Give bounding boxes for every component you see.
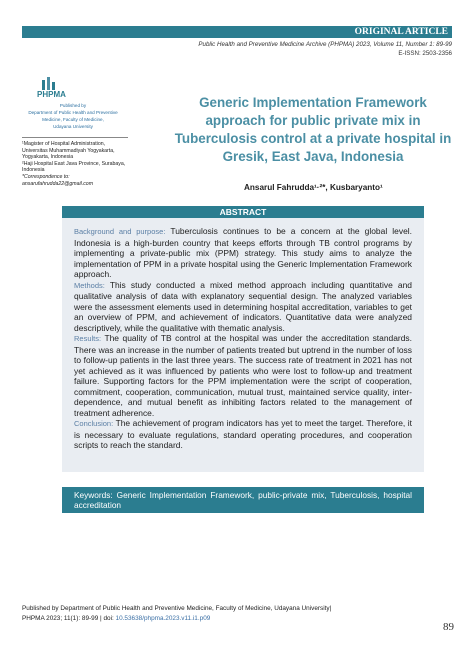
journal-issn: E-ISSN: 2503-2356	[398, 50, 452, 57]
article-type-banner	[22, 26, 452, 38]
abstract-methods	[74, 280, 412, 334]
affiliation-line: Indonesia	[22, 167, 45, 174]
background-text: Tuberculosis continues to be a concern at the global level. Indonesia is a high-burden country that keeps efforts through TB control programs by implementing a private-public mix (PPM) strategy. This study aims to analyze the implementation of PPM in a private hospital using the Generic Implementation Framework approach.	[74, 226, 412, 279]
logo-wordmark: PHPMA	[37, 90, 66, 99]
journal-info	[22, 40, 452, 58]
publisher-line: Published by	[59, 103, 87, 108]
abstract-conclusion	[74, 418, 412, 451]
footer-publisher: Published by Department of Public Health and Preventive Medicine, Faculty of Medicine, Udayana University|	[22, 605, 332, 612]
abstract-heading: ABSTRACT	[62, 206, 424, 218]
article-type-label: ORIGINAL ARTICLE	[354, 27, 448, 37]
affiliation-line: Universitas Muhammadiyah Yogyakarta,	[22, 147, 115, 154]
abstract-background	[74, 226, 412, 280]
authors: Ansarul Fahrudda¹·²*, Kusbaryanto¹	[244, 183, 383, 192]
results-label: Results:	[74, 334, 102, 343]
article-title: Generic Implementation Framework approach for public private mix in Tuberculosis control at a private hospital in Gresik, East Java, Indonesia	[174, 95, 452, 164]
publisher-line: Department of Public Health and Preventive	[28, 110, 118, 115]
publisher-line: Udayana University	[53, 124, 93, 129]
doi-link[interactable]: 10.53638/phpma.2023.v11.i1.p09	[115, 614, 211, 622]
conclusion-label: Conclusion:	[74, 419, 114, 428]
abstract-body	[62, 218, 424, 472]
results-text: The quality of TB control at the hospital was under the accreditation standards. There was an increase in the number of patients treated but uptrend in the number of loss to follow-up patients in the last three years. The success rate of treatment in 2021 has not yet achieved as it was influenced by patients who were lost to follow-up and treatment failure. Supporting factors for the PPM implementation were the script of cooperation, commitment, cooperation, communication, mutual trust, maintained service quality, inter-dependence, and mutual benefit as inhibiting factors related to the management of treatment adherence.	[74, 333, 412, 418]
publisher-block	[22, 102, 124, 130]
keywords-text: Keywords: Generic Implementation Framework, public-private mix, Tuberculosis, hospital accreditation	[74, 490, 412, 510]
page-footer	[22, 604, 452, 623]
affiliation-line: Yogyakarta, Indonesia	[22, 154, 74, 161]
footer-citation-prefix: PHPMA 2023; 11(1): 89-99 | doi:	[22, 614, 116, 622]
page-number: 89	[443, 621, 454, 633]
conclusion-text: The achievement of program indicators has yet to meet the target. Therefore, it is necessary to evaluate regulations, standard operating procedures, and cooperation scripts to reach the standard.	[74, 418, 412, 450]
methods-label: Methods:	[74, 280, 105, 290]
background-label: Background and purpose:	[74, 227, 166, 236]
footer-citation	[22, 614, 452, 624]
journal-citation: Public Health and Preventive Medicine Archive (PHPMA) 2023, Volume 11, Number 1: 89-99	[198, 41, 452, 48]
abstract-results	[74, 333, 412, 418]
publisher-line: Medicine, Faculty of Medicine,	[42, 117, 104, 122]
affiliation-line: ¹Magister of Hospital Administration,	[22, 141, 106, 147]
methods-text: This study conducted a mixed method approach including quantitative and qualitative analysis of data with explanatory sequential design. The analyzed variables were the assessment elements used in determining hospital accreditation, variables to get an overview of PPM, and achievement of indicators. Quantitative data were analyzed descriptively, while the qualitative with thematic analysis.	[74, 279, 412, 333]
affiliations	[22, 137, 128, 187]
keywords-box	[62, 487, 424, 513]
correspondence: *Correspondence to: ansarufahrudda22@gmail.com	[22, 173, 94, 187]
affiliation-line: ²Haji Hospital East Java Province, Surabaya,	[22, 160, 126, 167]
